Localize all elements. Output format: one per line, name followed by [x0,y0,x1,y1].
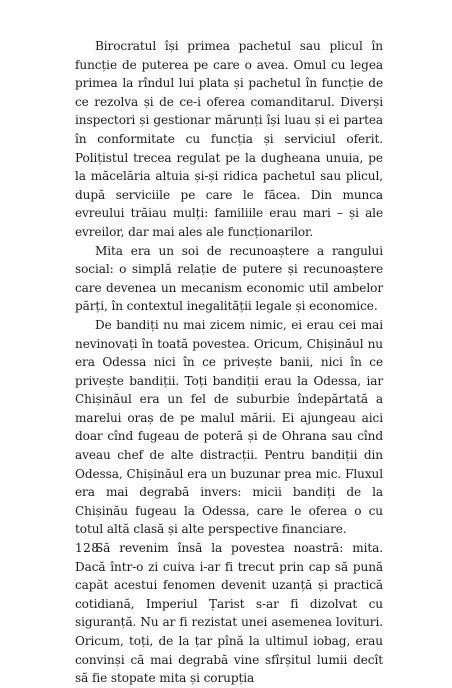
paragraph-4: Să revenim însă la povestea noastră: mita. Dacă într-o zi cuiva i-ar fi trecut prin cap să pună capăt acestui fenomen devenit uzanță și practică cotidiană, Imperiul Țarist s-ar fi dizolvat cu siguranță. Nu ar fi rezistat unei asemenea lovituri. Oricum, toți, de la țar pînă la ultimul iobag, erau convinși că mai degrabă vine sfîrșitul lumii decît să fie stopate mita și corupția [75,541,383,686]
page-number: 128 [75,541,100,555]
body-text [75,37,383,688]
paragraph-3: De bandiți nu mai zicem nimic, ei erau cei mai nevinovați în toată povestea. Oricum, Chișinăul nu era Odessa nici în ce privește banii, nici în ce privește bandiții. Toți bandiții erau la Odessa, iar Chișinăul era un fel de suburbie îndepărtată a marelui oraș de pe malul mării. Ei ajungeau aici doar cînd fugeau de poteră și de Ohrana sau cînd aveau chef de alte distracții. Pentru bandiții din Odessa, Chișinăul era un buzunar prea mic. Fluxul era mai degrabă invers: micii bandiți de la Chișinău fugeau la Odessa, care le oferea o cu totul altă clasă și alte perspective financiare. [75,317,383,537]
paragraph-2: Mita era un soi de recunoaștere a rangului social: o simplă relație de putere și recunoaștere care devenea un mecanism economic util ambelor părți, în contextul inegalității legale și economice. [75,243,383,314]
paragraph-1: Birocratul își primea pachetul sau plicul în funcție de puterea pe care o avea. Omul cu legea primea la rîndul lui plata și pachetul în funcție de ce rezolva și de ce-i oferea comanditarul. Diverși inspectori și gestionar mărunți își luau și ei partea în conformitate cu funcția și serviciul oferit. Polițistul trecea regulat pe la dugheana unuia, pe la măcelăria altuia și-și ridica pachetul sau plicul, după serviciile pe care le făcea. Din munca evreului trăiau mulți: familiile erau mari – și ale evreilor, dar mai ales ale funcționarilor. [75,39,383,239]
